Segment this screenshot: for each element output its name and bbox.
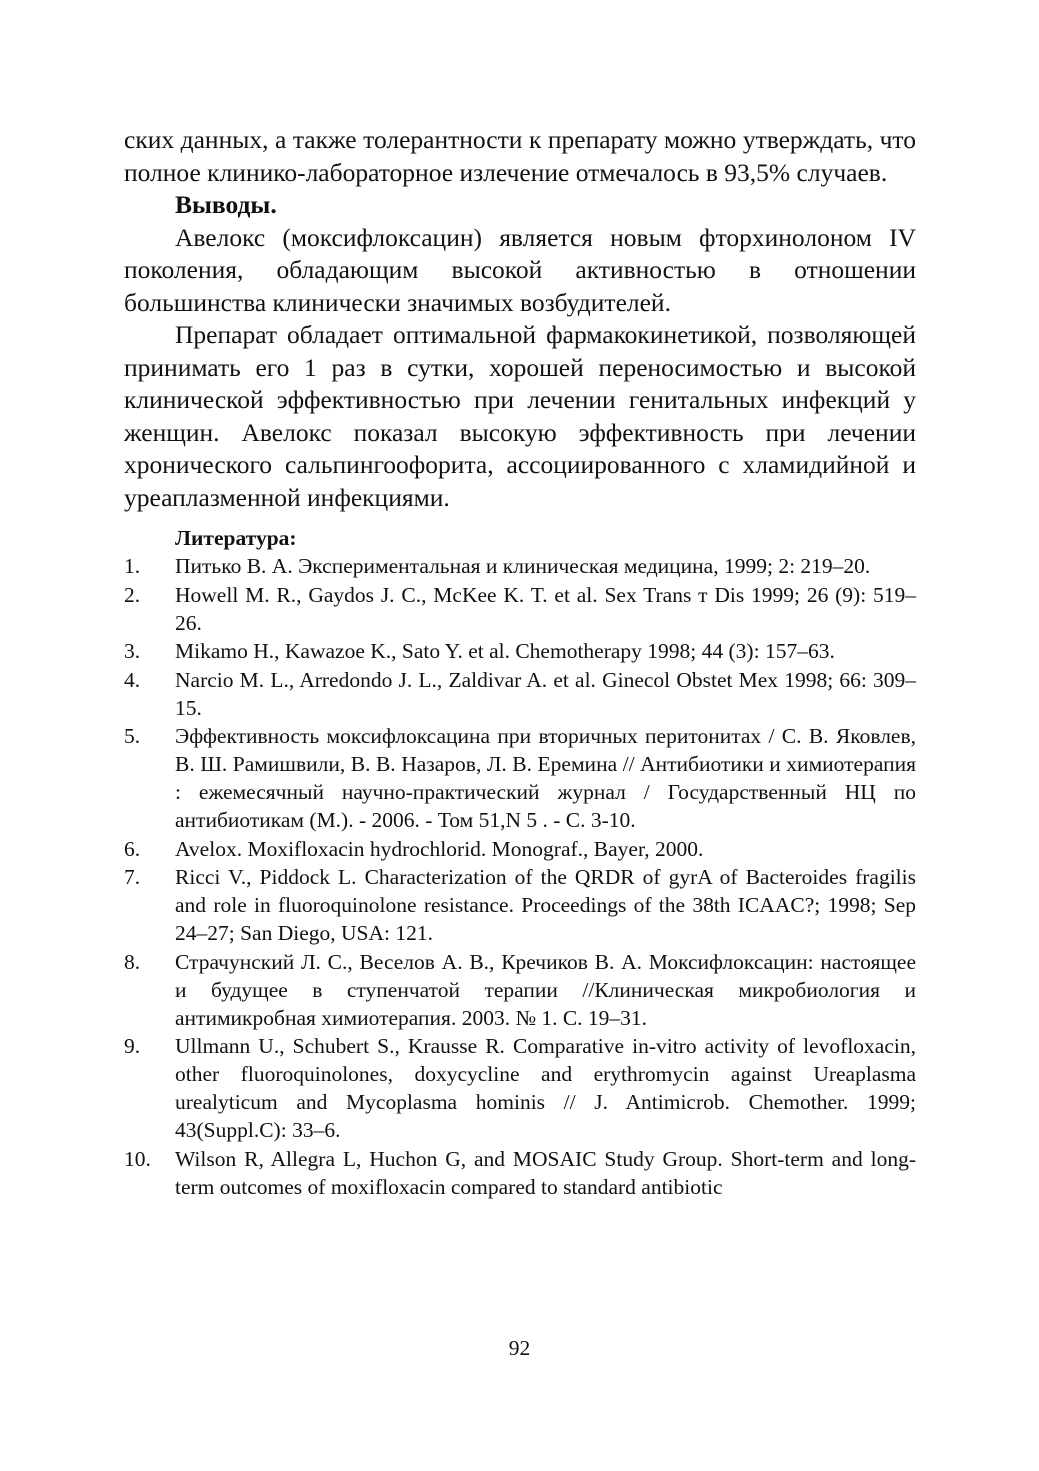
reference-number: 8. [124, 949, 141, 974]
reference-text: Ullmann U., Schubert S., Krausse R. Comparative in-vitro activity of levofloxacin, other fluoroquinolones, doxycycline and erythromycin against Ureaplasma urealyticum and Mycoplasma hominis // J. Antimicrob. Chemother. 1999; 43(Suppl.C): 33–6. [175, 1034, 916, 1142]
reference-number: 4. [124, 667, 141, 692]
reference-text: Питько В. А. Экспериментальная и клиническая медицина, 1999; 2: 219–20. [175, 554, 871, 578]
reference-number: 10. [124, 1146, 151, 1171]
reference-number: 2. [124, 582, 141, 607]
reference-item [124, 581, 916, 637]
reference-item [124, 948, 916, 1032]
reference-item [124, 835, 916, 863]
conclusions-heading: Выводы. [175, 190, 277, 219]
page-content [124, 124, 916, 1201]
body-paragraph-avelox: Авелокс (моксифлоксацин) является новым фторхинолоном IV поколения, обладающим высокой активностью в отношении большинства клинически значимых возбудителей. [124, 222, 916, 317]
reference-text: Страчунский Л. С., Веселов А. В., Кречиков В. А. Моксифлоксацин: настоящее и будущее в ступенчатой терапии //Клиническая микробиология и антимикробная химиотерапия. 2003. № 1. С. 19–31. [175, 949, 916, 1030]
reference-text: Howell M. R., Gaydos J. C., McKee K. T. et al. Sex Trans т Dis 1999; 26 (9): 519–26. [175, 582, 916, 635]
reference-number: 3. [124, 639, 141, 663]
page-number: 92 [508, 1336, 531, 1360]
reference-number: 7. [124, 865, 141, 889]
reference-text: Wilson R, Allegra L, Huchon G, and MOSAIC Study Group. Short-term and long-term outcomes of moxifloxacin compared to standard antibiotic [175, 1146, 916, 1199]
reference-number: 1. [124, 554, 141, 578]
reference-item [124, 722, 916, 834]
reference-item [124, 1032, 916, 1144]
reference-item [124, 637, 916, 665]
references-heading: Литература: [175, 526, 297, 550]
reference-text: Mikamo H., Kawazoe K., Sato Y. et al. Chemotherapy 1998; 44 (3): 157–63. [175, 639, 835, 663]
references-list [124, 552, 916, 1201]
reference-item [124, 1145, 916, 1201]
reference-text: Ricci V., Piddock L. Characterization of the QRDR of gyrA of Bacteroides fragilis and role in fluoroquinolone resistance. Proceedings of the 38th ICAAC?; 1998; Sep 24–27; San Diego, USA: 121. [175, 865, 916, 945]
reference-item [124, 863, 916, 947]
reference-item [124, 666, 916, 722]
body-paragraph-continuation: ских данных, а также толерантности к препарату можно утверждать, что полное клинико-лабораторное излечение отмечалось в 93,5% случаев. [124, 125, 916, 187]
reference-text: Эффективность моксифлоксацина при вторичных перитонитах / С. В. Яковлев, В. Ш. Рамишвили, В. В. Назаров, Л. В. Еремина // Антибиотики и химиотерапия : ежемесячный научно-практический журнал / Государственный НЦ по антибиотикам (М.). - 2006. - Том 51,N 5 . - С. 3-10. [175, 724, 916, 832]
reference-text: Narcio M. L., Arredondo J. L., Zaldivar A. et al. Ginecol Obstet Mex 1998; 66: 309–15. [175, 667, 916, 720]
reference-text: Avelox. Moxifloxacin hydrochlorid. Monograf., Bayer, 2000. [175, 836, 704, 861]
reference-number: 6. [124, 836, 141, 861]
reference-item [124, 552, 916, 580]
reference-number: 5. [124, 724, 141, 748]
body-paragraph-pharmacokinetics: Препарат обладает оптимальной фармакокинетикой, позволяющей принимать его 1 раз в сутки, хорошей переносимостью и высокой клинической эффективностью при лечении генитальных инфекций у женщин. Авелокс показал высокую эффективность при лечении хронического сальпингоофорита, ассоциированного с хламидийной и уреаплазменной инфекциями. [124, 320, 916, 512]
reference-number: 9. [124, 1034, 141, 1058]
